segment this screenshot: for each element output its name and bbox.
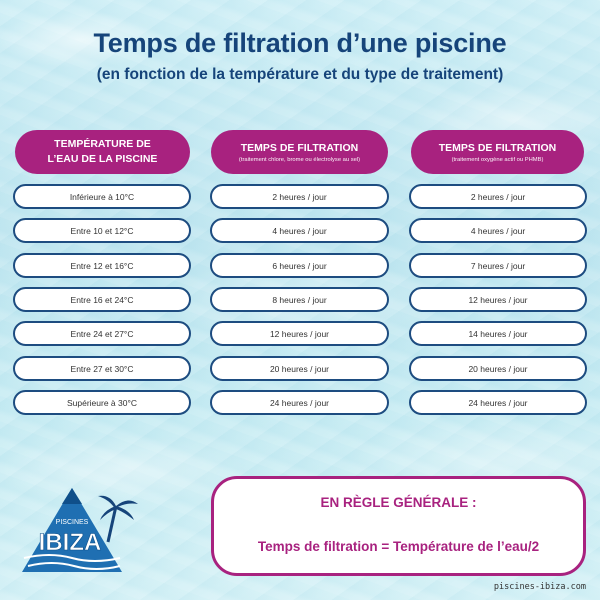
page-subtitle: (en fonction de la température et du type de traitement) [96, 66, 504, 83]
table-cell-filtration-chlore: 24 heures / jour [210, 390, 389, 415]
table-cell-filtration-oxygene: 7 heures / jour [409, 253, 587, 278]
website-url: piscines-ibiza.com [493, 582, 586, 592]
table-cell-temperature: Entre 10 et 12°C [13, 218, 191, 243]
general-rule-box [211, 476, 586, 576]
table-cell-filtration-oxygene: 4 heures / jour [409, 218, 587, 243]
table-cell-temperature: Entre 12 et 16°C [13, 253, 191, 278]
general-rule-formula: Temps de filtration = Température de l’eau/2 [257, 539, 540, 554]
column-header-line: L’EAU DE LA PISCINE [47, 153, 158, 165]
piscines-ibiza-logo [20, 484, 140, 580]
table-cell-filtration-chlore: 8 heures / jour [210, 287, 389, 312]
page-title: Temps de filtration d’une piscine [93, 28, 507, 58]
general-rule-heading: EN RÈGLE GÉNÉRALE : [320, 495, 477, 510]
table-cell-filtration-oxygene: 20 heures / jour [409, 356, 587, 381]
table-cell-filtration-chlore: 2 heures / jour [210, 184, 389, 209]
palm-tree-triangle-logo-icon [20, 484, 140, 580]
column-header-filtration-chlore [211, 130, 388, 174]
column-header-filtration-oxygene [411, 130, 584, 174]
table-cell-filtration-oxygene: 24 heures / jour [409, 390, 587, 415]
table-cell-temperature: Entre 27 et 30°C [13, 356, 191, 381]
table-cell-filtration-oxygene: 2 heures / jour [409, 184, 587, 209]
table-cell-filtration-oxygene: 12 heures / jour [409, 287, 587, 312]
table-cell-filtration-chlore: 6 heures / jour [210, 253, 389, 278]
table-cell-filtration-chlore: 12 heures / jour [210, 321, 389, 346]
table-cell-filtration-oxygene: 14 heures / jour [409, 321, 587, 346]
table-cell-temperature: Entre 16 et 24°C [13, 287, 191, 312]
table-cell-temperature: Inférieure à 10°C [13, 184, 191, 209]
column-header-temperature [15, 130, 190, 174]
logo-top-text: PISCINES [55, 519, 89, 526]
table-cell-temperature: Supérieure à 30°C [13, 390, 191, 415]
table-cell-filtration-chlore: 20 heures / jour [210, 356, 389, 381]
logo-main-text: IBIZA [38, 529, 102, 556]
column-header-note: (traitement chlore, brome ou électrolyse au sel) [238, 157, 361, 163]
column-header-title: TEMPS DE FILTRATION [438, 142, 557, 154]
table-cell-filtration-chlore: 4 heures / jour [210, 218, 389, 243]
column-header-title: TEMPS DE FILTRATION [240, 142, 359, 154]
table-cell-temperature: Entre 24 et 27°C [13, 321, 191, 346]
column-header-note: (traitement oxygène actif ou PHMB) [451, 157, 544, 163]
column-header-line: TEMPÉRATURE DE [54, 138, 151, 150]
